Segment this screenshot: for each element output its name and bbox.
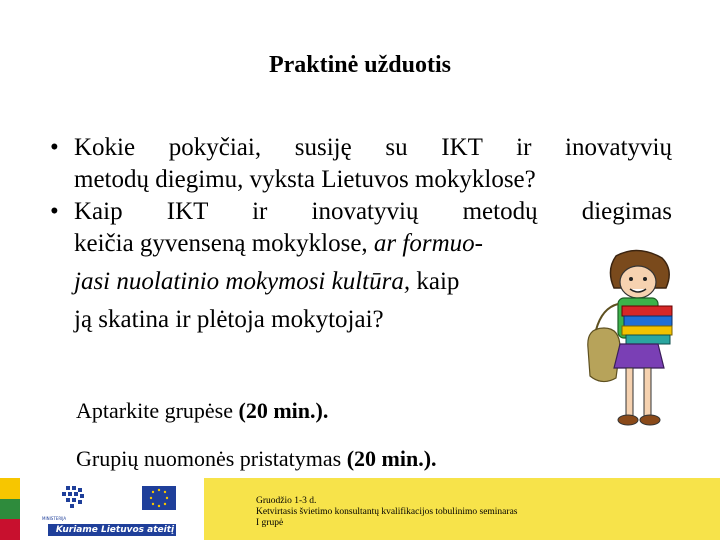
task-present: Grupių nuomonės pristatymas (20 min.). — [76, 446, 437, 471]
footer-line-1: Gruodžio 1-3 d. — [256, 496, 317, 506]
bullet-2-line-3: jasi nuolatinio mokymosi kultūra, kaip — [74, 268, 460, 295]
bullet-1-line-1: Kokie pokyčiai, susiję su IKT ir inovatyvių — [74, 134, 672, 161]
footer-bar — [0, 478, 720, 540]
bullet-2-line-4: ją skatina ir plėtoja mokytojai? — [74, 306, 384, 333]
schoolgirl-with-books-illustration — [578, 248, 698, 438]
bullet-2-line-1: Kaip IKT ir inovatyvių metodų diegimas — [74, 198, 672, 225]
bullet-item-1 — [50, 132, 672, 196]
bullet-1-line-2: metodų diegimu, vyksta Lietuvos mokyklose? — [74, 166, 536, 193]
slide-title: Praktinė užduotis — [268, 52, 451, 78]
bullet-dot-icon: • — [50, 198, 59, 225]
eu-funds-logo — [38, 480, 180, 538]
footer-text — [256, 496, 517, 529]
footer-line-3: I grupė — [256, 518, 284, 528]
lithuanian-flag-stripes — [0, 478, 20, 540]
bullet-2-line-2: keičia gyvenseną mokyklose, ar formuo- — [74, 230, 483, 257]
bullet-dot-icon: • — [50, 134, 59, 161]
task-discuss: Aptarkite grupėse (20 min.). — [76, 398, 329, 423]
footer-line-2: Ketvirtasis švietimo konsultantų kvalifikacijos tobulinimo seminaras — [256, 507, 518, 517]
svg-text:MINISTERIJA: MINISTERIJA — [42, 516, 67, 521]
logo-slogan: Kuriame Lietuvos ateitį — [55, 525, 175, 535]
